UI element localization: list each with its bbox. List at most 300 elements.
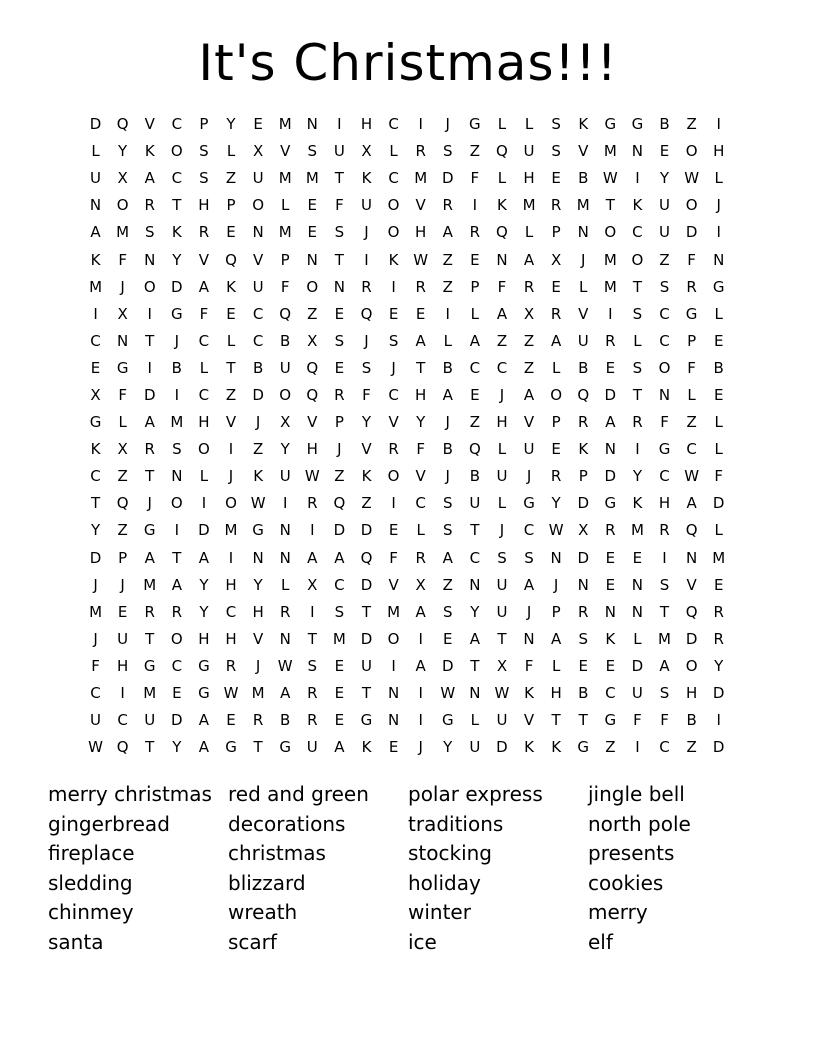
grid-letter: Z [252,440,264,459]
grid-letter: M [603,142,617,161]
grid-letter: E [443,629,453,648]
grid-letter: T [145,467,155,486]
grid-letter: A [415,602,426,621]
grid-letter: N [279,521,291,540]
grid-letter: Y [172,250,182,269]
grid-letter: W [413,250,429,269]
grid-letter: A [442,223,453,242]
grid-letter: M [116,223,130,242]
grid-letter: C [632,223,643,242]
grid-letter: U [90,169,102,188]
grid-letter: V [578,142,589,161]
grid-letter: A [144,548,155,567]
grid-letter: Q [360,304,373,323]
grid-letter: E [226,304,236,323]
grid-letter: S [551,142,561,161]
grid-letter: X [551,250,562,269]
grid-letter: C [252,304,264,323]
grid-letter: D [360,575,373,594]
grid-letter: I [147,304,152,323]
grid-letter: M [414,169,428,188]
grid-letter: X [280,413,291,432]
grid-letter: J [445,467,450,486]
grid-letter: C [659,304,670,323]
grid-letter: E [226,711,236,730]
grid-letter: A [198,738,210,757]
grid-letter: F [497,277,507,296]
grid-letter: D [577,548,590,567]
grid-letter: P [280,250,290,269]
grid-letter: K [551,738,562,757]
grid-row [82,192,732,219]
grid-letter: X [578,521,589,540]
grid-letter: G [604,115,617,134]
grid-letter: A [415,331,426,350]
grid-letter: S [632,304,643,323]
word-bank-item: holiday [408,870,481,895]
grid-letter: P [687,331,697,350]
grid-letter: L [497,494,507,513]
grid-letter: W [223,684,239,703]
grid-letter: T [416,358,426,377]
grid-letter: C [415,494,426,513]
grid-letter: O [685,656,698,675]
grid-letter: X [252,142,264,161]
grid-letter: R [469,223,481,242]
grid-letter: L [714,304,723,323]
grid-letter: D [631,656,644,675]
grid-letter: U [496,575,508,594]
grid-letter: C [659,467,670,486]
grid-letter: R [307,494,318,513]
grid-letter: C [469,358,481,377]
grid-letter: I [716,223,721,242]
grid-letter: L [524,115,534,134]
grid-letter: V [144,115,155,134]
grid-letter: V [686,575,697,594]
grid-letter: A [523,385,535,404]
grid-letter: R [225,656,237,675]
grid-letter: Z [334,467,345,486]
grid-letter: Z [361,494,372,513]
grid-letter: V [280,142,291,161]
grid-letter: K [361,467,372,486]
grid-letter: C [198,331,210,350]
grid-letter: B [442,440,453,459]
grid-letter: O [225,494,237,513]
grid-letter: S [497,548,507,567]
grid-letter: V [388,413,399,432]
grid-letter: W [684,467,700,486]
grid-letter: B [280,331,291,350]
grid-letter: F [660,413,669,432]
grid-letter: L [687,385,696,404]
grid-letter: Z [686,413,697,432]
grid-letter: R [686,277,697,296]
grid-letter: N [306,250,318,269]
grid-letter: J [418,738,423,757]
grid-letter: S [443,142,453,161]
grid-letter: G [469,115,481,134]
grid-letter: T [145,629,155,648]
grid-letter: U [469,494,481,513]
grid-letter: R [144,602,155,621]
grid-letter: I [364,250,369,269]
grid-letter: A [605,413,616,432]
grid-letter: R [550,196,562,215]
grid-letter: S [334,331,345,350]
grid-letter: Z [307,304,318,323]
grid-letter: R [550,304,562,323]
grid-letter: I [418,684,423,703]
grid-letter: B [578,169,589,188]
grid-letter: R [388,440,399,459]
grid-letter: G [171,304,183,323]
grid-letter: A [144,413,155,432]
grid-letter: D [712,494,725,513]
grid-letter: M [305,169,319,188]
grid-letter: A [171,575,182,594]
grid-letter: O [279,385,292,404]
grid-letter: Y [199,602,209,621]
letter-grid [82,111,732,761]
grid-letter: E [605,358,616,377]
grid-letter: C [388,385,399,404]
grid-letter: K [388,250,399,269]
grid-letter: V [252,250,264,269]
grid-letter: G [604,494,617,513]
grid-letter: N [469,684,481,703]
grid-letter: G [252,521,264,540]
grid-letter: T [145,738,155,757]
grid-letter: W [602,169,618,188]
grid-row [82,382,732,409]
grid-letter: U [577,331,589,350]
grid-letter: U [631,684,643,703]
grid-letter: M [658,629,671,648]
grid-letter: D [441,656,454,675]
grid-letter: O [550,385,563,404]
grid-letter: Z [659,250,670,269]
grid-letter: A [198,548,210,567]
grid-letter: U [496,467,508,486]
grid-letter: S [307,142,318,161]
grid-letter: K [90,250,101,269]
grid-letter: L [579,277,588,296]
grid-letter: N [117,331,129,350]
grid-letter: S [172,440,182,459]
grid-row [82,572,732,599]
grid-letter: G [198,656,210,675]
grid-letter: C [469,548,481,567]
grid-letter: Y [118,142,128,161]
grid-letter: K [171,223,182,242]
grid-letter: Y [443,738,453,757]
grid-letter: M [251,684,265,703]
grid-letter: I [418,115,423,134]
grid-row [82,436,732,463]
grid-letter: R [144,196,155,215]
grid-letter: E [551,277,561,296]
grid-letter: K [632,196,643,215]
grid-letter: A [659,656,670,675]
grid-letter: K [361,738,372,757]
grid-letter: O [252,196,265,215]
grid-letter: J [228,467,234,486]
grid-letter: C [523,521,535,540]
grid-letter: L [497,115,507,134]
grid-row [82,517,732,544]
grid-letter: R [550,467,562,486]
grid-letter: M [522,196,536,215]
grid-letter: Z [442,277,453,296]
grid-letter: R [659,521,670,540]
grid-letter: L [416,521,425,540]
grid-letter: M [278,115,292,134]
grid-letter: V [252,629,264,648]
grid-letter: I [201,494,207,513]
grid-letter: E [117,602,128,621]
grid-letter: J [120,277,125,296]
grid-letter: G [143,521,156,540]
grid-letter: E [172,684,182,703]
word-bank-item: merry [588,900,648,924]
grid-letter: F [118,250,127,269]
grid-letter: N [279,548,291,567]
grid-letter: I [472,196,478,215]
grid-letter: X [496,656,508,675]
word-bank-item: winter [408,900,471,924]
grid-letter: T [470,521,480,540]
grid-letter: P [551,223,561,242]
grid-letter: N [604,602,616,621]
grid-letter: Q [225,250,237,269]
grid-letter: J [174,331,180,350]
grid-letter: K [578,115,589,134]
grid-letter: Y [253,575,263,594]
grid-letter: R [605,331,616,350]
word-bank-item: north pole [588,811,691,836]
grid-letter: N [604,440,616,459]
grid-letter: D [89,548,102,567]
grid-letter: R [578,602,589,621]
grid-letter: E [388,304,399,323]
grid-letter: F [687,250,696,269]
grid-letter: H [496,413,508,432]
grid-letter: J [581,250,586,269]
grid-letter: I [608,304,613,323]
grid-letter: Z [686,738,697,757]
grid-letter: J [445,115,450,134]
grid-letter: O [658,358,671,377]
grid-letter: S [659,575,670,594]
grid-letter: K [144,142,155,161]
grid-letter: V [523,413,535,432]
grid-letter: E [388,738,399,757]
grid-letter: J [93,629,98,648]
grid-letter: M [387,602,401,621]
grid-letter: H [550,684,562,703]
grid-letter: R [605,521,616,540]
grid-letter: U [469,738,481,757]
grid-letter: O [143,277,156,296]
grid-letter: F [389,548,398,567]
grid-letter: V [388,575,399,594]
grid-letter: V [415,467,426,486]
grid-letter: A [90,223,101,242]
grid-letter: Q [360,548,373,567]
grid-letter: R [252,711,264,730]
grid-letter: T [361,602,372,621]
grid-letter: H [415,223,427,242]
grid-letter: K [253,467,264,486]
grid-letter: E [551,440,561,459]
grid-letter: G [712,277,725,296]
grid-letter: Q [577,385,590,404]
grid-row [82,680,732,707]
grid-letter: Y [470,602,480,621]
grid-letter: L [226,142,236,161]
grid-letter: E [605,548,616,567]
grid-letter: E [713,331,724,350]
grid-letter: N [387,684,400,703]
grid-letter: D [685,223,698,242]
grid-letter: F [335,196,344,215]
grid-letter: J [93,575,98,594]
grid-letter: X [307,575,318,594]
grid-letter: Y [226,115,236,134]
grid-letter: L [118,413,127,432]
grid-letter: H [117,656,129,675]
grid-letter: E [334,711,345,730]
grid-letter: G [116,358,129,377]
word-bank-item: decorations [228,811,346,836]
grid-letter: J [526,602,532,621]
word-bank-item: sledding [48,870,133,895]
grid-letter: L [281,575,290,594]
grid-letter: G [89,413,102,432]
grid-letter: E [253,115,263,134]
grid-letter: O [116,196,129,215]
grid-row [82,301,732,328]
page-title: It's Christmas!!! [198,34,618,92]
grid-letter: R [198,223,210,242]
grid-letter: X [117,440,128,459]
grid-letter: B [171,358,182,377]
grid-letter: T [361,684,372,703]
grid-letter: I [310,602,315,621]
grid-letter: T [307,629,317,648]
grid-letter: U [306,738,318,757]
grid-letter: N [550,548,562,567]
grid-letter: S [551,115,561,134]
word-bank-item: stocking [408,841,493,865]
grid-letter: T [578,711,588,730]
grid-letter: R [144,440,155,459]
grid-letter: A [442,548,453,567]
grid-letter: Z [469,142,480,161]
grid-letter: H [658,494,671,513]
grid-letter: G [577,738,590,757]
grid-letter: I [337,115,342,134]
grid-letter: S [334,602,345,621]
grid-letter: E [334,304,345,323]
grid-letter: N [144,250,156,269]
grid-letter: J [391,358,396,377]
grid-letter: F [714,467,724,486]
grid-letter: U [659,223,670,242]
grid-letter: M [332,629,346,648]
grid-letter: Z [117,467,128,486]
grid-letter: Z [117,521,128,540]
grid-letter: D [712,738,725,757]
grid-letter: N [333,277,345,296]
grid-letter: C [171,656,183,675]
grid-row [82,355,732,382]
word-bank-item: blizzard [228,870,306,895]
grid-letter: J [364,223,369,242]
grid-letter: P [118,548,128,567]
grid-letter: U [523,440,535,459]
grid-letter: O [604,223,617,242]
grid-letter: L [281,196,290,215]
grid-letter: F [470,169,480,188]
grid-letter: Q [685,521,698,540]
grid-letter: T [659,602,670,621]
grid-letter: N [658,385,671,404]
grid-row [82,138,732,165]
grid-letter: L [226,331,236,350]
grid-letter: Q [116,115,129,134]
grid-row [82,626,732,653]
grid-letter: H [198,196,210,215]
grid-letter: T [605,196,615,215]
grid-letter: N [496,250,508,269]
grid-letter: J [553,575,559,594]
grid-letter: F [687,358,696,377]
grid-letter: W [277,656,293,675]
grid-letter: C [90,467,101,486]
grid-row [82,734,732,761]
grid-letter: D [89,115,102,134]
grid-letter: E [307,196,318,215]
grid-letter: J [120,575,125,594]
grid-letter: Z [225,385,237,404]
grid-letter: C [198,385,210,404]
grid-letter: I [635,440,640,459]
grid-letter: R [415,142,426,161]
grid-letter: I [310,521,315,540]
grid-row [82,545,732,572]
grid-letter: X [307,331,318,350]
grid-letter: H [415,385,427,404]
grid-letter: H [225,629,237,648]
grid-letter: K [361,169,372,188]
grid-letter: S [443,494,453,513]
grid-letter: C [90,331,101,350]
grid-letter: V [523,711,535,730]
grid-row [82,246,732,273]
grid-letter: K [524,738,534,757]
grid-letter: C [117,711,128,730]
grid-letter: K [578,440,589,459]
grid-letter: T [226,358,236,377]
grid-letter: O [387,629,400,648]
grid-letter: N [631,142,644,161]
grid-letter: R [442,196,453,215]
grid-letter: A [523,575,535,594]
grid-letter: T [172,548,182,567]
